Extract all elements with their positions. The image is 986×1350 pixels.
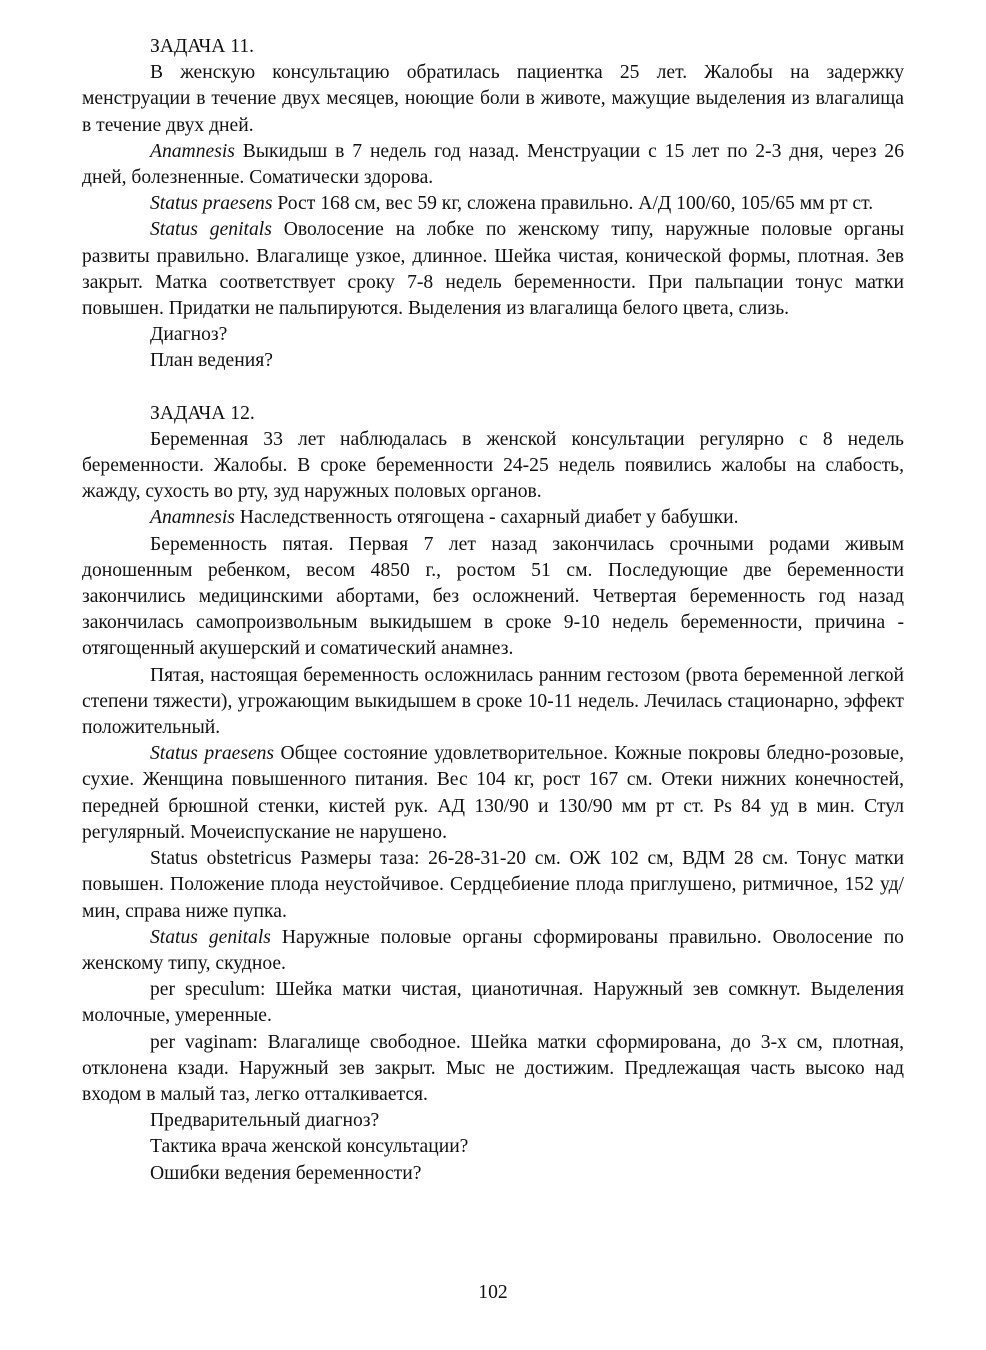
status-praesens-text: Общее состояние удовлетворительное. Кожные покровы бледно-розовые, сухие. Женщина повышенного питания. Вес 104 кг, рост 167 см. Отеки нижних конечностей, передней брюшной стенки, кистей рук. АД 130/90 и 130/90 мм рт ст. Ps 84 уд в мин. Стул регулярный. Мочеиспускание не нарушено. (82, 743, 904, 843)
task-12-question-tactics: Тактика врача женской консультации? (150, 1136, 469, 1158)
status-genitals-text: Наружные половые органы сформированы правильно. Оволосение по женскому типу, скудное. (82, 926, 904, 974)
task-12-per-vaginam: per vaginam: Влагалище свободное. Шейка матки сформирована, до 3-х см, плотная, отклонена кзади. Наружный зев закрыт. Мыс не достижим. Предлежащая часть высоко над входом в малый таз, легко отталкивается. (82, 1031, 904, 1105)
task-12-status-obstetricus: Status obstetricus Размеры таза: 26-28-31-20 см. ОЖ 102 см, ВДМ 28 см. Тонус матки повышен. Положение плода неустойчивое. Сердцебиение плода приглушено, ритмичное, 152 уд/мин, справа ниже пупка. (82, 848, 904, 922)
task-12-status-praesens (82, 741, 904, 846)
task-11-complaints: В женскую консультацию обратилась пациентка 25 лет. Жалобы на задержку менструации в течение двух месяцев, ноющие боли в животе, мажущие выделения из влагалища в течение двух дней. (82, 62, 904, 136)
task-11-question-diagnosis: Диагноз? (150, 324, 228, 346)
status-genitals-label: Status genitals (150, 219, 272, 241)
task-12-current-pregnancy: Пятая, настоящая беременность осложнилась ранним гестозом (рвота беременной легкой степени тяжести), угрожающим выкидышем в сроке 10-11 недель. Лечилась стационарно, эффект положительный. (82, 664, 904, 739)
task-12-question-errors: Ошибки ведения беременности? (150, 1162, 422, 1184)
anamnesis-label: Anamnesis (150, 140, 235, 162)
task-12 (82, 401, 904, 1187)
task-12-pregnancies: Беременность пятая. Первая 7 лет назад закончилась срочными родами живым доношенным ребенком, весом 4850 г., ростом 51 см. Последующие две беременности закончились медицинскими абортами, без осложнений. Четвертая беременность год назад закончилась самопроизвольным выкидышем в сроке 9-10 недель беременности, причина - отягощенный акушерский и соматический анамнез. (82, 533, 904, 660)
task-11-status-genitals (82, 217, 904, 322)
status-genitals-label: Status genitals (150, 926, 271, 948)
task-12-title: ЗАДАЧА 12. (150, 402, 255, 424)
task-12-complaints: Беременная 33 лет наблюдалась в женской консультации регулярно с 8 недель беременности. Жалобы. В сроке беременности 24-25 недель появились жалобы на слабость, жажду, сухость во рту, зуд наружных половых органов. (82, 428, 904, 503)
page-number: 102 (478, 1282, 508, 1303)
task-11-question-plan: План ведения? (150, 350, 273, 372)
task-11-status-praesens (82, 191, 904, 217)
task-12-question-diagnosis: Предварительный диагноз? (150, 1110, 380, 1132)
task-12-anamnesis (82, 505, 904, 531)
status-praesens-text: Рост 168 см, вес 59 кг, сложена правильно. А/Д 100/60, 105/65 мм рт ст. (272, 193, 874, 215)
anamnesis-text: Выкидыш в 7 недель год назад. Менструации с 15 лет по 2-3 дня, через 26 дней, болезненные. Соматически здорова. (82, 140, 904, 189)
status-praesens-label: Status praesens (150, 743, 275, 765)
status-praesens-label: Status praesens (150, 193, 273, 215)
task-12-per-speculum: per speculum: Шейка матки чистая, цианотичная. Наружный зев сомкнут. Выделения молочные, умеренные. (82, 979, 904, 1027)
task-11 (82, 34, 904, 375)
section-gap (82, 375, 904, 401)
anamnesis-label: Anamnesis (150, 507, 235, 529)
task-12-status-genitals (82, 925, 904, 977)
task-11-anamnesis (82, 139, 904, 191)
task-11-title: ЗАДАЧА 11. (150, 36, 255, 57)
anamnesis-text: Наследственность отягощена - сахарный диабет у бабушки. (234, 507, 739, 529)
status-genitals-text: Оволосение на лобке по женскому типу, наружные половые органы развиты правильно. Влагалище узкое, длинное. Шейка чистая, конической формы, плотная. Зев закрыт. Матка соответствует сроку 7-8 недель беременности. При пальпации тонус матки повышен. Придатки не пальпируются. Выделения из влагалища белого цвета, слизь. (82, 219, 904, 320)
